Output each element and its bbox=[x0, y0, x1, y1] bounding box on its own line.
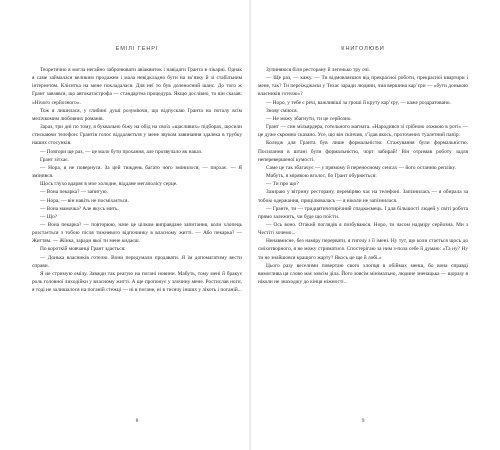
paragraph: Зазираю у вітрину ресторану, переміряю час на телефоні. Запізнилась — я обирала за тобою одержання, прицілювалась — я ніколи не запізнилася. bbox=[258, 189, 468, 204]
paragraph: — Ще раз, — кажу. — Ти відмовляєшся від прекрасної роботи, прекрасної квартири і мене, так? Ти переїжджаєш у Техас заради людини, чия вершина кар’єри — «бути донькою власників готелю»? bbox=[258, 75, 468, 98]
paragraph: Тож я лишилася, у глибині душі розуміючи, що відпускаю Гранта на поталу всім мелічкомим любовних романів. bbox=[32, 107, 242, 122]
paragraph: — Ось воно. Отакий поглядів я позбуваюся. Норо, ти часом надміру серйозна. Ми з Честіті хочемо... bbox=[258, 221, 468, 237]
paragraph: — Нора, я не повернуся. За цей тиждень багато чого змінилося, — пирхає. — Я змінився. bbox=[32, 164, 242, 180]
paragraph: — Гранте, ти — тридцятичотирічний спадкоємець. І для більшості людей у світі робота прямо залежить, чи буде що поїсти. bbox=[258, 205, 468, 220]
paragraph: Зараз, три дні по тому, я буквально біжу на обід на своїх «щасливих» підборах, щосили стискаючи телефон. Грантів голос віддаляєтьтя у мене звуком завинання здалека в трубку наших стосунків. bbox=[32, 124, 242, 147]
paragraph: Грант — син мільярдера, готельного магната. «Народився зі срібною ложкою в роті» — це дуже скромно сказано. Усе, що він скінчив, з’їдав якось, проточених туалетний папір. bbox=[258, 124, 468, 139]
paragraph: — Повтори ще раз, — це мало бути прохання, але прозвучало як наказ. bbox=[40, 148, 203, 155]
right-running-head: КНИГОЛЮБИ bbox=[341, 46, 385, 52]
paragraph: Щось глухо вдаряє в мое холодне, віддане мегаполісу серце. bbox=[40, 181, 178, 188]
left-page-body bbox=[32, 66, 242, 294]
paragraph: По короткій мовчанці Грант здається: bbox=[40, 246, 126, 253]
paragraph: Саме це так збагачує — у прямому й переносному сенсах — його останню репліку. bbox=[266, 164, 456, 171]
paragraph: Теоретично я могла негайно забронювати авіаквиток і навідати Гранта в лікарні. Однак я саме займалася великим продажем і мала невідкладно бути на зв’язку й зі стабільним інтернетом. Клієнтка на мене покладалася. Для неї то був доленосний шанс. До того ж Грант завзявся, що автокатастрофа — стандартна процедура. Якщо дослівно, то він сказав: «Нічого серйозного». bbox=[32, 67, 242, 106]
left-running-head: ЕМІЛІ ГЕНРІ bbox=[115, 46, 159, 52]
paragraph: — Вона мамочка? Але якусь мить. bbox=[40, 205, 119, 212]
paragraph: — Нора, — він навіть не посміхається. bbox=[40, 197, 129, 204]
paragraph: — Норо, у тебе є речі, важливіші за гроші й круту кар’єру, — каже роздратовано. bbox=[266, 99, 451, 106]
right-page-body bbox=[258, 66, 468, 286]
paragraph: Знову сміюся. bbox=[266, 107, 298, 114]
paragraph: Ненавмисне, без наміру перервати, я гигочу з її імені. Ну тут, що коли стається щось до сміхотворного, я не можу стриматися. Спостерігаю за ним з-поза себе й думаю: «Та ну? Ну ти не знайшовся кращого жарту? Якось це ще й лобі.» bbox=[258, 238, 468, 261]
paragraph: — Донька власників готелю. Вони передумали продавати. Я їм допомагатиму вести справи. bbox=[32, 254, 242, 269]
right-page-number: 9 bbox=[361, 418, 365, 424]
left-page-number: 8 bbox=[135, 418, 139, 424]
paragraph: — Вона пекарка? — запитую. bbox=[40, 189, 108, 196]
paragraph: Коледж для Гранта був лише формальністю. Стажування були формальністю. Посилання в штані були формальністю, чорт забирай! Він отримав роботу задля неперевершеної кумості. bbox=[258, 140, 468, 163]
paragraph: Зупиняюся біля ресторану й легенько тру очі. bbox=[266, 67, 371, 73]
book-gutter bbox=[249, 0, 251, 450]
left-page bbox=[32, 0, 242, 450]
paragraph: Грант зітхає. bbox=[40, 156, 69, 163]
paragraph: — Вона пекарка? — повторюю, наче це цілком виправдане запитання, коли хлопець розстається з тобою після тижневого відпочинку в власному житті. — Або пекарка? — Життям. — Жінка, заради якої ти мене кидаєш. bbox=[32, 221, 242, 245]
paragraph: Мабуть, я мірявою вголос, бо Грант обурюється: bbox=[266, 173, 377, 180]
paragraph: — Що? bbox=[40, 213, 58, 220]
paragraph: Цього разу веселими повертаю свого хлопця в обіймах менш, бо вона справді вимоглива ця слово має зовсім діла. Його зовсім мінімально, людине зненацька — щоразу я ніколи не знаходжу до кінця ніжності... bbox=[258, 262, 468, 286]
paragraph: Я не стримую емілу. Завжди так реагую на погані новини. Мабуть, тому мені й бракує роль головної лиходійки у власному житті. А ще пропонує у злочину мене. Ростислав ноги, я тоді не залишалося на поганій стежці — ні в погане, ні в тисячу інших у лікоть і поганій... bbox=[32, 270, 242, 294]
paragraph: — Ти про що? bbox=[266, 181, 299, 188]
right-page bbox=[258, 0, 468, 450]
paragraph: — Не можу збагнути, ти це серйозно. bbox=[266, 115, 352, 122]
